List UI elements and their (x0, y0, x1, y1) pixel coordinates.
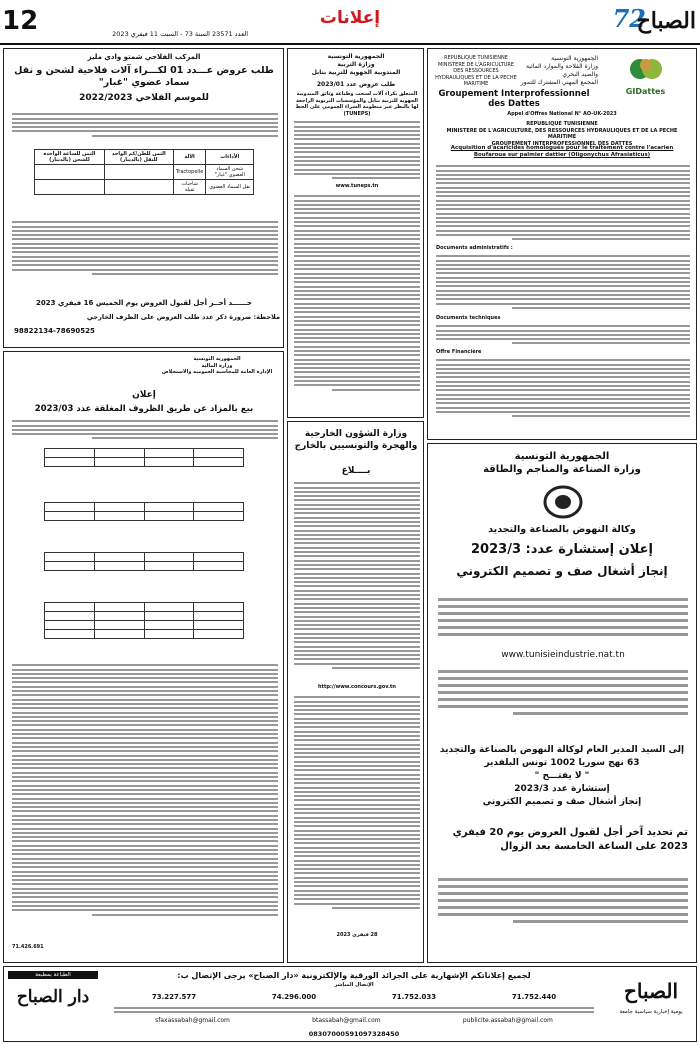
education-header (291, 53, 421, 77)
agri-row2-transport (104, 180, 173, 195)
lot4-h4 (45, 603, 95, 612)
agri-price-table (34, 149, 254, 195)
tuneps-website[interactable]: www.tuneps.tn (335, 183, 379, 189)
lot2-c2 (144, 512, 194, 521)
masthead (0, 0, 700, 45)
agri-col-service: الأداءات (206, 150, 254, 165)
agri-deadline: حــــــد أخــر أجل لقبول العروض يوم الخميس 16 فيفري 2023 (36, 299, 252, 307)
industry-website[interactable]: www.tunisieindustrie.nat.tn (501, 650, 625, 660)
education-header-line-2: وزارة التربية (337, 61, 375, 68)
lot4-c3 (94, 612, 144, 621)
lot2-h3 (94, 503, 144, 512)
education-body-1 (294, 119, 420, 181)
agri-row2-loading (35, 180, 105, 195)
lot4-h1 (194, 603, 244, 612)
footer-right-logo (608, 971, 694, 1037)
lot-table-1 (44, 448, 244, 467)
lot-table-3 (44, 552, 244, 571)
group-title (434, 89, 594, 109)
lot3-c1 (194, 562, 244, 571)
sub-header-line-2: MINISTERE DE L'AGRICULTURE, DES RESSOURCES HYDRAULIQUES ET DE LA PECHE MARITIME (446, 127, 678, 140)
lot4-c1 (194, 612, 244, 621)
agri-row2-service: نقل السماد العضوي (206, 180, 254, 195)
footer-phone-1: 73.227.577 (151, 993, 197, 1001)
address-line-2: 63 نهج سوريا 1002 تونس البلفدير (484, 758, 640, 768)
footer-right-logo-text: الصباح (623, 979, 679, 1003)
footer-title: لجميع إعلاناتكم الإشهارية على الجرائد الورقية والإلكترونية «دار الصباح» يرجى الإتصال ب: (177, 971, 531, 980)
ar-header-line-3: المجمع المهني المشترك للتمور (520, 79, 598, 86)
issue-line: العدد 23571 السنة 73 - السبت 11 فيفري 2023 (112, 30, 248, 38)
finance-body-2 (12, 662, 278, 918)
agri-title: طلب عروض عـــدد 01 لكـــراء آلات فلاحية لشحن و نقل سماد عضوي "غبار" (14, 65, 274, 88)
agri-row1-machine: Tractopelle (173, 165, 206, 180)
lot1-h4 (45, 449, 95, 458)
footer-left-logo-text: دار الصباح (16, 987, 90, 1007)
education-header-line-1: الجمهورية التونسية (327, 53, 385, 60)
concours-url[interactable]: http://www.concours.gov.tn (318, 684, 396, 690)
finance-header-line-2: وزارة المالية (201, 362, 233, 369)
address-line-4: إستشارة عدد 2023/3 (514, 784, 610, 794)
lot2-c4 (45, 512, 95, 521)
lot3-c2 (144, 562, 194, 571)
footer-details (114, 1005, 594, 1015)
lot1-h1 (194, 449, 244, 458)
consultation-body (438, 594, 688, 640)
lot-table-4 (44, 602, 244, 639)
lot3-h2 (144, 553, 194, 562)
lot4-c5 (194, 621, 244, 630)
group-title-line-1: Groupement Interprofessionnel (438, 89, 590, 99)
fr-header (434, 55, 518, 88)
logo-text: الصباح (636, 8, 696, 34)
education-notice-number: طلب عروض عدد 2023/01 (316, 81, 396, 88)
lot4-c6 (144, 621, 194, 630)
agri-note: ملاحظة: ضرورة ذكر عدد طلب العروض على الظرف الخارجي (86, 313, 280, 321)
address-block (432, 744, 692, 809)
page-number: 12 (2, 6, 39, 36)
group-title-line-2: des Dattes (488, 99, 540, 109)
api-logo (543, 484, 583, 520)
agency-name: وكالة النهوض بالصناعة والتجديد (488, 524, 636, 535)
education-tender (287, 48, 424, 418)
footer-email-1[interactable]: sfaxassabah@gmail.com (155, 1017, 230, 1024)
agri-col-machine: الآلة (173, 150, 206, 165)
lot1-h2 (144, 449, 194, 458)
lot4-c9 (194, 630, 244, 639)
agri-row1-loading (35, 165, 105, 180)
logo-label: GIDattes (625, 87, 666, 96)
agri-row1-service: شحن السماد العضوي "غبار" (206, 165, 254, 180)
foreign-body-2 (294, 694, 420, 911)
finance-auction (3, 351, 284, 963)
footer-email-3[interactable]: publicite.assabah@gmail.com (462, 1017, 553, 1024)
finance-phone: 71.426.691 (12, 944, 44, 950)
lot2-h4 (45, 503, 95, 512)
sub-header-line-3: GROUPEMENT INTERPROFESSIONNEL DES DATTES (491, 140, 633, 147)
ar-header (518, 55, 598, 87)
lot1-c2 (144, 458, 194, 467)
lot4-c11 (94, 630, 144, 639)
lot3-c3 (94, 562, 144, 571)
address-line-1: إلى السيد المدير العام لوكالة النهوض بالصناعة والتجديد (439, 745, 685, 755)
agri-col-transport: الثمن للطن/كم الواحد للنقل (بالدينار) (104, 150, 173, 165)
lot1-c1 (194, 458, 244, 467)
footer-phone-4: 71.752.440 (511, 993, 557, 1001)
education-notice-subject: المتعلق بكراء آلات لسحب وطباعة وثائق المندوبية الجهوية للتربية بنابل والمؤسسات التربوية الراجعة لها بالنظر عبر منظومة الشراء العمومي على الخط (TUNEPS) (295, 91, 419, 117)
industry-header-line-2: وزارة الصناعة والمناجم والطاقة (483, 464, 641, 475)
api-logo-icon (543, 484, 583, 520)
lot3-c4 (45, 562, 95, 571)
footer-phone-3: 71.752.033 (391, 993, 437, 1001)
dattes-tender (427, 48, 697, 440)
sub-header (434, 121, 690, 147)
agri-phone: 98822134-78690525 (14, 327, 95, 335)
agri-season: للموسم الفلاحي 2022/2023 (79, 93, 209, 103)
lot-table-2 (44, 502, 244, 521)
agri-body-1 (12, 111, 278, 139)
gidattes-logo (598, 55, 693, 95)
lot3-h4 (45, 553, 95, 562)
lot4-c7 (94, 621, 144, 630)
industry-consultation (427, 443, 697, 963)
footer-left-logo (8, 971, 98, 1037)
dattes-logo-icon (626, 55, 666, 83)
education-header-line-3: المندوبية الجهوية للتربية بنابل (311, 69, 401, 76)
footer-left-tagline: الطباعة بمطبعة (8, 971, 98, 979)
lot2-h1 (194, 503, 244, 512)
footer (3, 966, 697, 1042)
consultation-subject: إنجاز أشغال صف و تصميم الكتروني (456, 564, 668, 578)
foreign-body-1 (294, 480, 420, 671)
body-text-1 (436, 163, 690, 243)
lot4-c2 (144, 612, 194, 621)
consultation-body-3 (438, 874, 688, 927)
address-line-5: إنجاز أشغال صف و تصميم الكتروني (482, 797, 642, 807)
agri-col-loading: الثمن للساعة الواحدة للشحن (بالدينار) (35, 150, 105, 165)
section-title: إعلانات (319, 8, 381, 28)
logo (598, 2, 698, 42)
notice-head: Appel d'Offres National N° AO-UK-2023 (507, 111, 617, 117)
education-body-2 (294, 193, 420, 393)
section-docs: Documents administratifs : (436, 245, 513, 251)
lot2-h2 (144, 503, 194, 512)
body-text-4 (436, 357, 690, 419)
lot4-c4 (45, 612, 95, 621)
finance-title: إعلان (132, 390, 156, 400)
finance-header (154, 356, 280, 376)
footer-email-2[interactable]: btassabah@gmail.com (312, 1017, 381, 1024)
deadline-text: تم تحديد آخر أجل لقبول العروض يوم 20 فيفري 2023 على الساعة الخامسة بعد الزوال (452, 827, 688, 852)
logo-number: 72 (612, 4, 646, 33)
ar-header-line-1: الجمهورية التونسية (551, 55, 598, 62)
agri-company: المركب الفلاحي شمتو وادي مليز (87, 53, 201, 61)
sub-header-line-1: REPUBLIQUE TUNISIENNE (526, 121, 598, 127)
finance-header-line-3: الإدارة العامة للمحاسبة العمومية والاستخلاص (161, 369, 273, 375)
lot3-h3 (94, 553, 144, 562)
section-fin: Offre Financière (436, 349, 482, 355)
lot4-h2 (144, 603, 194, 612)
lot4-c10 (144, 630, 194, 639)
footer-phone-2: 74.296.000 (271, 993, 317, 1001)
lot4-c12 (45, 630, 95, 639)
tender-object: Acquisition d'acaricides homologués pour le traitement contre l'acarien Boufaroua sur palmier dattier (Oligonychus Afrasiaticus) (450, 145, 674, 158)
agri-tender (3, 48, 284, 348)
footer-subtitle: الإتصال المباشر (334, 982, 374, 988)
body-text-2 (436, 253, 690, 311)
industry-header (432, 450, 692, 476)
ar-header-line-2: وزارة الفلاحة والموارد المائية والصيد البحري (526, 63, 598, 78)
foreign-affairs-notice (287, 421, 424, 963)
body-text-3 (436, 323, 690, 347)
industry-header-line-1: الجمهورية التونسية (514, 451, 610, 462)
footer-right-tagline: يومية إخبارية سياسية جامعة (619, 1009, 683, 1015)
foreign-deadline: 28 فيفري 2023 (336, 932, 378, 938)
lot1-h3 (94, 449, 144, 458)
footer-phones (114, 993, 594, 1001)
address-line-3: " لا يفتـــح " (534, 771, 590, 781)
lot4-c8 (45, 621, 95, 630)
agri-body-2 (12, 219, 278, 277)
lot3-h1 (194, 553, 244, 562)
finance-subtitle: بيع بالمزاد عن طريق الظروف المغلقة عدد 2023/03 (34, 404, 254, 414)
fr-header-line-2: MINISTERE DE L'AGRICULTURE DES RESSOURCES HYDRAULIQUES ET DE LA PECHE MARITIME (435, 61, 517, 87)
foreign-subtitle: بــــلاغ (341, 466, 371, 476)
lot1-c4 (45, 458, 95, 467)
lot4-h3 (94, 603, 144, 612)
lot2-c3 (94, 512, 144, 521)
agri-row2-machine: شاحنات ثقيلة (173, 180, 206, 195)
finance-body-1 (12, 418, 278, 442)
lot1-c3 (94, 458, 144, 467)
agri-row1-transport (104, 165, 173, 180)
finance-header-line-1: الجمهورية التونسية (193, 356, 241, 362)
fr-header-line-1: REPUBLIQUE TUNISIENNE (444, 55, 508, 61)
footer-emails (114, 1017, 594, 1024)
foreign-title: وزارة الشؤون الخارجية والهجرة والتونسيين بالخارج (294, 429, 418, 451)
consultation-title: إعلان إستشارة عدد: 2023/3 (471, 542, 653, 557)
consultation-body-2 (438, 666, 688, 719)
lot2-c1 (194, 512, 244, 521)
footer-rib: 08307000591097328450 (308, 1030, 400, 1038)
section-tech: Documents techniques (436, 315, 501, 321)
